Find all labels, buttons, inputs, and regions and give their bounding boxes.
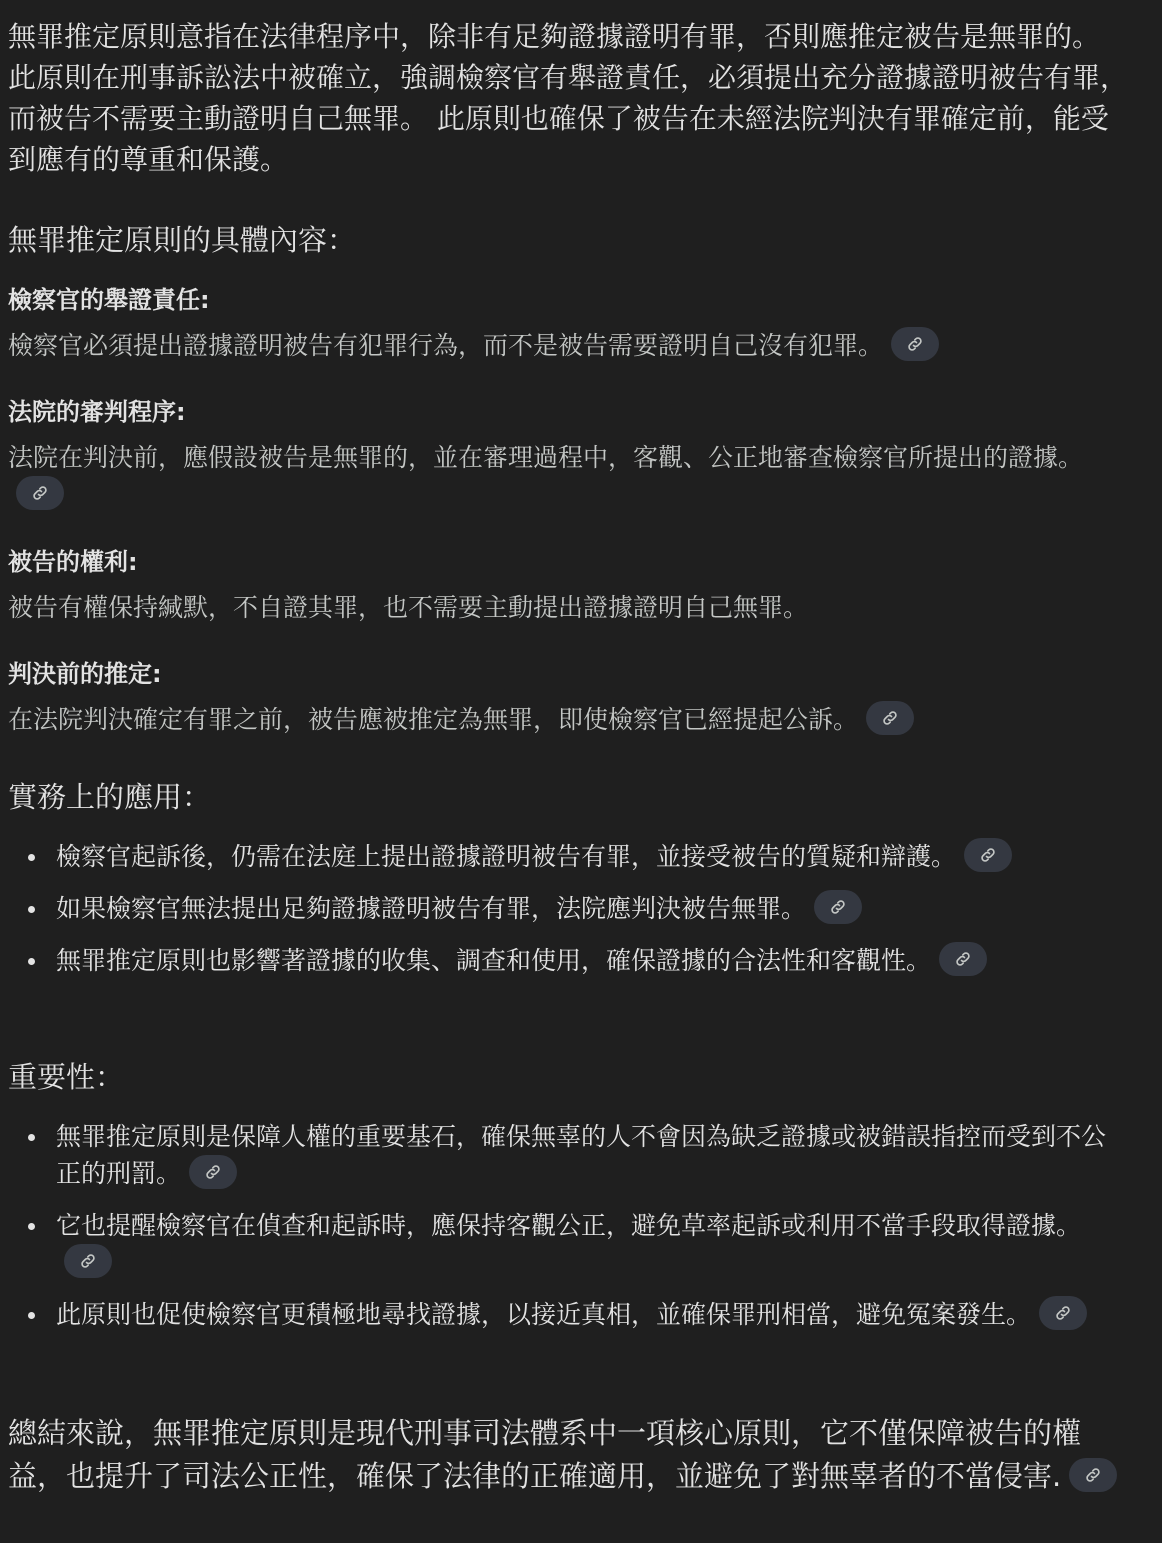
- list-item-text: 檢察官起訴後，仍需在法庭上提出證據證明被告有罪，並接受被告的質疑和辯護。: [56, 842, 957, 871]
- intro-text: 無罪推定原則意指在法律程序中，除非有足夠證據證明有罪，否則應推定被告是無罪的。 此原則在刑事訴訟法中被確立，強調檢察官有舉證責任，必須提出充分證據證明被告有罪，而被告不需要主動證明自己無罪。 此原則也確保了被告在未經法院判決有罪確定前，能受到應有的尊重和保護。: [8, 20, 1129, 176]
- list-item-text: 無罪推定原則也影響著證據的收集、調查和使用，確保證據的合法性和客觀性。: [56, 946, 932, 975]
- citation-chip[interactable]: [189, 1155, 237, 1189]
- link-icon: [979, 846, 997, 864]
- list-item-text: 無罪推定原則是保障人權的重要基石，確保無辜的人不會因為缺乏證據或被錯誤指控而受到不公正的刑罰。: [56, 1122, 1107, 1188]
- link-icon: [31, 484, 49, 502]
- bullet-dot: [28, 854, 35, 861]
- list-item-text: 如果檢察官無法提出足夠證據證明被告有罪，法院應判決被告無罪。: [56, 894, 807, 923]
- content-item-title-1: 檢察官的舉證責任:: [8, 286, 210, 314]
- bullet-dot: [28, 906, 35, 913]
- list-item-text: 此原則也促使檢察官更積極地尋找證據，以接近真相，並確保罪刑相當，避免冤案發生。: [56, 1300, 1032, 1329]
- summary-text: 總結來說，無罪推定原則是現代刑事司法體系中一項核心原則，它不僅保障被告的權益，也提升了司法公正性，確保了法律的正確適用，並避免了對無辜者的不當侵害.: [8, 1416, 1082, 1493]
- list-item: [8, 890, 1118, 927]
- link-icon: [906, 335, 924, 353]
- link-icon: [881, 709, 899, 727]
- citation-chip[interactable]: [1069, 1458, 1117, 1492]
- content-item-text-4: 在法院判決確定有罪之前，被告應被推定為無罪，即使檢察官已經提起公訴。: [8, 705, 859, 734]
- link-icon: [1084, 1466, 1102, 1484]
- content-item-text-3: 被告有權保持緘默，不自證其罪，也不需要主動提出證據證明自己無罪。: [8, 593, 809, 622]
- bullet-dot: [28, 958, 35, 965]
- list-item: [8, 1207, 1118, 1281]
- list-item-text: 它也提醒檢察官在偵查和起訴時，應保持客觀公正，避免草率起訴或利用不當手段取得證據。: [56, 1211, 1082, 1240]
- practice-section-heading: 實務上的應用：: [8, 780, 212, 814]
- list-item: [8, 1296, 1118, 1333]
- link-icon: [829, 898, 847, 916]
- content-item-body-4: [8, 701, 1118, 738]
- citation-chip[interactable]: [16, 476, 64, 510]
- summary-paragraph: [8, 1412, 1128, 1498]
- importance-bullet-list: [8, 1118, 1118, 1348]
- intro-paragraph: [8, 16, 1128, 180]
- citation-chip[interactable]: [964, 838, 1012, 872]
- bullet-dot: [28, 1134, 35, 1141]
- citation-chip[interactable]: [939, 942, 987, 976]
- citation-chip[interactable]: [891, 327, 939, 361]
- content-item-body-3: [8, 589, 1118, 626]
- citation-chip[interactable]: [814, 890, 862, 924]
- content-item-title-3: 被告的權利:: [8, 548, 138, 576]
- content-item-body-2: [8, 439, 1118, 513]
- list-item: [8, 1118, 1118, 1192]
- link-icon: [954, 950, 972, 968]
- link-icon: [79, 1252, 97, 1270]
- content-item-text-2: 法院在判決前，應假設被告是無罪的，並在審理過程中，客觀、公正地審查檢察官所提出的證據。: [8, 443, 1084, 472]
- citation-chip[interactable]: [64, 1244, 112, 1278]
- list-item: [8, 942, 1118, 979]
- citation-chip[interactable]: [1039, 1296, 1087, 1330]
- citation-chip[interactable]: [866, 701, 914, 735]
- content-item-text-1: 檢察官必須提出證據證明被告有犯罪行為，而不是被告需要證明自己沒有犯罪。: [8, 331, 884, 360]
- bullet-dot: [28, 1312, 35, 1319]
- bullet-dot: [28, 1223, 35, 1230]
- content-item-body-1: [8, 327, 1118, 364]
- list-item: [8, 838, 1118, 875]
- content-section-heading: 無罪推定原則的具體內容：: [8, 223, 357, 257]
- content-item-title-2: 法院的審判程序:: [8, 398, 186, 426]
- content-item-title-4: 判決前的推定:: [8, 660, 162, 688]
- link-icon: [204, 1163, 222, 1181]
- link-icon: [1054, 1304, 1072, 1322]
- practice-bullet-list: [8, 838, 1118, 994]
- importance-section-heading: 重要性：: [8, 1060, 125, 1094]
